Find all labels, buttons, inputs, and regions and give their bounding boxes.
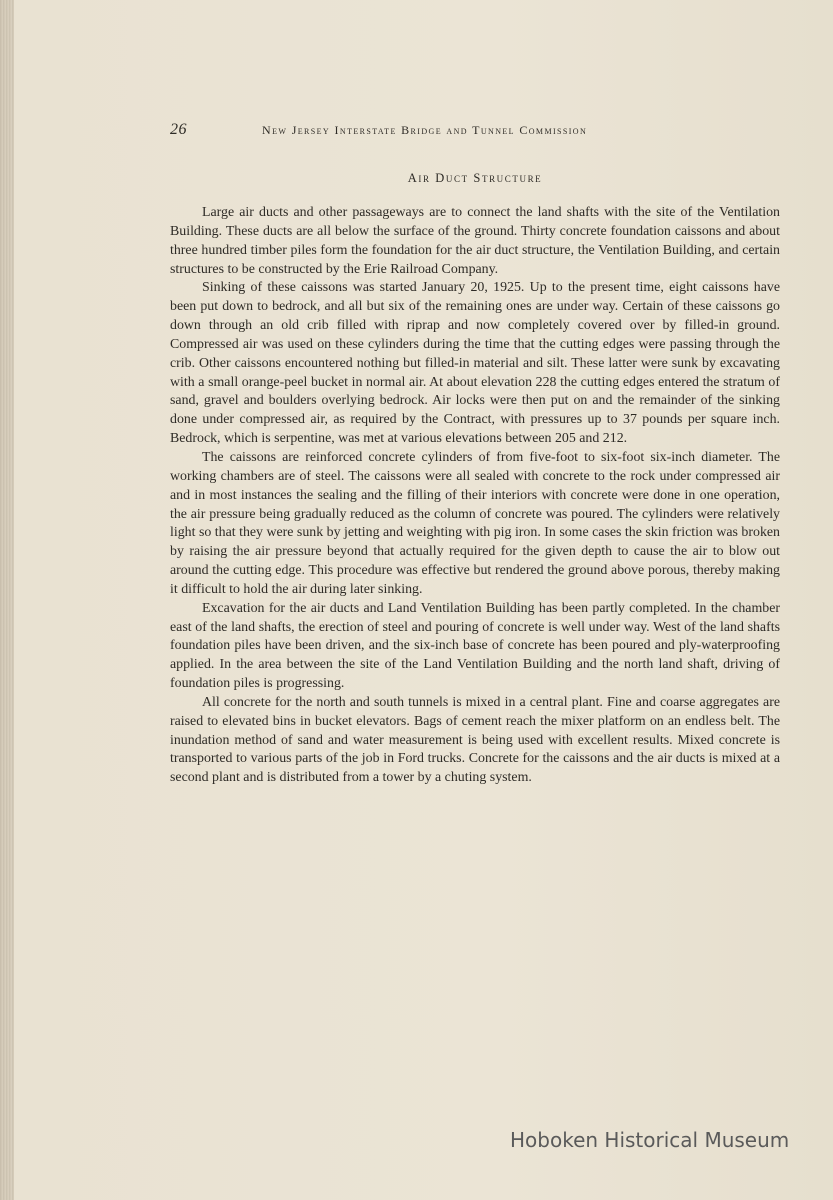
book-binding-edge — [0, 0, 14, 1200]
body-text — [170, 204, 780, 788]
paragraph: All concrete for the north and south tunnels is mixed in a central plant. Fine and coarse aggregates are raised to elevated bins in bucket elevators. Bags of cement reach the mixer platform on an endless belt. The inundation method of sand and water measurement is being used with excellent results. Mixed concrete is transported to various parts of the job in Ford trucks. Concrete for the caissons and the air ducts is mixed at a second plant and is distributed from a tower by a chuting system. — [170, 694, 780, 786]
page-number: 26 — [170, 121, 187, 138]
paragraph: Excavation for the air ducts and Land Ventilation Building has been partly completed. In the chamber east of the land shafts, the erection of steel and pouring of concrete is well under way. West of the land shafts foundation piles have been driven, and the six-inch base of concrete has been poured and ply-waterproofing applied. In the area between the site of the Land Ventilation Building and the north land shaft, driving of foundation piles is progressing. — [170, 600, 780, 692]
page-header — [170, 121, 678, 141]
paragraph: The caissons are reinforced concrete cylinders of from five-foot to six-foot six-inch diameter. The working chambers are of steel. The caissons were all sealed with concrete to the rock under compressed air and in most instances the sealing and the filling of their interiors with concrete were done in one operation, the air pressure being gradually reduced as the column of concrete was poured. The cylinders were relatively light so that they were sunk by jetting and weighting with pig iron. In some cases the skin friction was broken by raising the air pressure beyond that actually required for the given depth to cause the air to blow out around the cutting edge. This procedure was effective but rendered the ground above porous, thereby making it difficult to hold the air during later sinking. — [170, 449, 780, 597]
paragraph: Sinking of these caissons was started January 20, 1925. Up to the present time, eight caissons have been put down to bedrock, and all but six of the remaining ones are under way. Certain of these caissons go down through an old crib filled with riprap and now completely covered over by filled-in ground. Compressed air was used on these cylinders during the time that the cutting edges were passing through the crib. Other caissons encountered nothing but filled-in material and silt. These latter were sunk by excavating with a small orange-peel bucket in normal air. At about elevation 228 the cutting edges entered the stratum of sand, gravel and boulders overlying bedrock. Air locks were then put on and the remainder of the sinking done under compressed air, as required by the Contract, with pressures up to 37 pounds per square inch. Bedrock, which is serpentine, was met at various elevations between 205 and 212. — [170, 280, 780, 447]
running-head: New Jersey Interstate Bridge and Tunnel Commission — [262, 123, 588, 137]
museum-watermark: Hoboken Historical Museum — [510, 1128, 790, 1152]
paragraph: Large air ducts and other passageways are to connect the land shafts with the site of the Ventilation Building. These ducts are all below the surface of the ground. Thirty concrete foundation caissons and about three hundred timber piles form the foundation for the air duct structure, the Ventilation Building, and certain structures to be constructed by the Erie Railroad Company. — [170, 205, 780, 277]
section-title: Air Duct Structure — [407, 171, 543, 185]
